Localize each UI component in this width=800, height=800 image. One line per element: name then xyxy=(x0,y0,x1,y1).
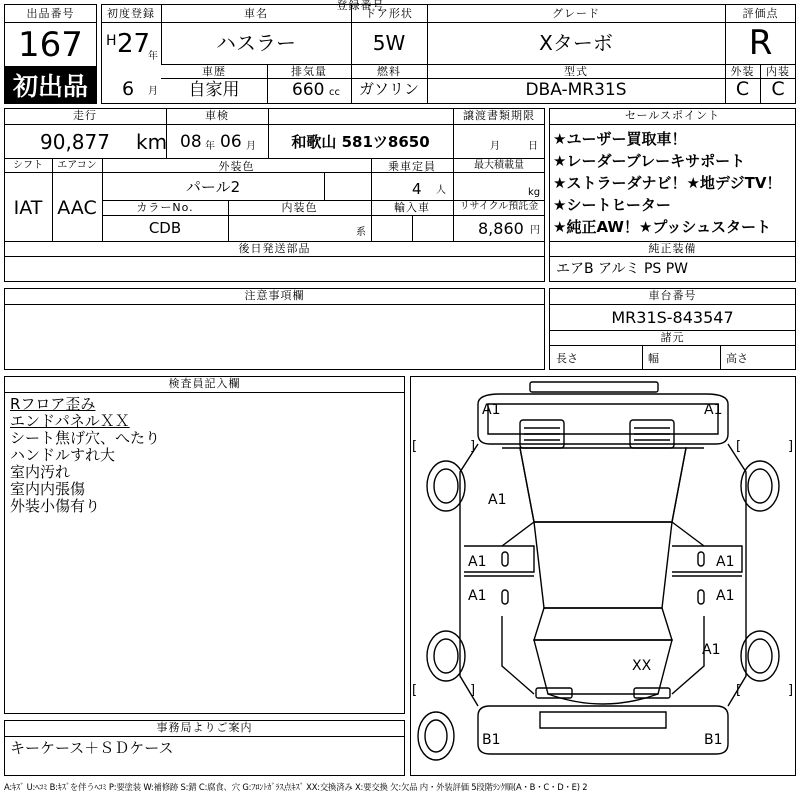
damage-mark: B1 xyxy=(704,732,723,748)
recycle-fee-unit: 円 xyxy=(530,225,540,236)
damage-mark: B1 xyxy=(482,732,501,748)
capacity: 4 xyxy=(412,180,422,198)
grade-label: グレード xyxy=(552,7,600,20)
load-unit: kg xyxy=(528,187,541,198)
sales-point: ★純正AW！★プッシュスタート xyxy=(553,218,772,236)
inspector-line: ハンドルすれ大 xyxy=(10,446,116,464)
fuel-label: 燃料 xyxy=(377,65,401,78)
inspection-month: 06 xyxy=(220,132,242,152)
first-reg-month: 6 xyxy=(122,78,135,100)
length-label: 長さ xyxy=(556,352,578,365)
later-parts-label: 後日発送部品 xyxy=(238,242,311,255)
first-reg-label: 初度登録 xyxy=(107,7,155,20)
inspector-line: シート焦げ穴、へたり xyxy=(10,429,161,447)
air-conditioner: AAC xyxy=(57,197,97,219)
capacity-unit: 人 xyxy=(436,185,446,196)
score-label: 評価点 xyxy=(742,7,779,20)
notes-label: 注意事項欄 xyxy=(244,289,305,302)
bracket-close: ] xyxy=(788,683,794,698)
first-listing-badge: 初出品 xyxy=(4,66,97,104)
door-label: ドア形状 xyxy=(365,7,413,20)
inspector-line: Rフロア歪み xyxy=(10,395,96,413)
damage-mark: A1 xyxy=(716,588,735,604)
office-note: キーケース＋ＳＤケース xyxy=(10,739,174,757)
inspection-month-unit: 月 xyxy=(246,141,256,152)
damage-mark: XX xyxy=(632,658,652,674)
shift: IAT xyxy=(13,197,43,219)
displacement-unit: cc xyxy=(329,87,340,98)
load-label: 最大積載量 xyxy=(474,160,524,171)
inspector-line: エンドパネルＸＸ xyxy=(10,412,130,430)
car-body-diagram xyxy=(410,376,796,776)
mileage-unit: km xyxy=(136,130,168,154)
transfer-doc-label: 譲渡書類期限 xyxy=(463,109,535,122)
plate-label: 登録番号 xyxy=(336,0,385,12)
first-reg-year-unit: 年 xyxy=(148,51,158,62)
int-score: C xyxy=(771,78,785,100)
history-label: 車歴 xyxy=(202,65,226,78)
inspector-notes xyxy=(10,396,160,515)
mileage-label: 走行 xyxy=(73,109,97,122)
sales-points-label: セールスポイント xyxy=(624,109,720,122)
bracket-close: ] xyxy=(788,439,794,454)
damage-mark: A1 xyxy=(704,402,723,418)
damage-mark: A1 xyxy=(488,492,507,508)
sales-point: ★レーダーブレーキサポート xyxy=(553,152,746,170)
damage-mark: A1 xyxy=(716,554,735,570)
color-number: CDB xyxy=(148,219,182,237)
inspection-year-unit: 年 xyxy=(205,141,215,152)
transfer-day: 日 xyxy=(528,141,538,152)
inspector-line: 室内内張傷 xyxy=(10,480,86,498)
chassis-number: MR31S-843547 xyxy=(611,308,734,327)
equipment-label: 純正装備 xyxy=(648,242,697,255)
inspection-label: 車検 xyxy=(205,109,229,122)
bracket-open: [ xyxy=(736,439,742,454)
score: R xyxy=(748,23,773,63)
plate-number: 和歌山 581ツ8650 xyxy=(291,133,430,151)
damage-mark: A1 xyxy=(702,642,721,658)
sales-point: ★ストラーダナビ！★地デジTV！ xyxy=(553,174,782,192)
damage-mark: A1 xyxy=(482,402,501,418)
int-score-label: 内装 xyxy=(766,65,790,78)
inspector-line: 室内汚れ xyxy=(10,463,71,481)
damage-mark: A1 xyxy=(468,554,487,570)
car-name-label: 車名 xyxy=(244,7,268,20)
exterior-color: パール2 xyxy=(185,178,241,196)
width-label: 幅 xyxy=(648,352,659,365)
sales-points-list xyxy=(553,128,781,238)
bracket-close: ] xyxy=(470,683,476,698)
car-name: ハスラー xyxy=(216,31,296,55)
interior-color-unit: 系 xyxy=(356,227,366,238)
era: H xyxy=(106,33,117,49)
lot-number: 167 xyxy=(18,25,83,65)
shift-label: シフト xyxy=(13,160,43,171)
office-label: 事務局よりご案内 xyxy=(156,721,253,734)
sales-point: ★シートヒーター xyxy=(553,196,671,214)
ext-score: C xyxy=(735,78,750,100)
inspector-label: 検査員記入欄 xyxy=(168,377,241,390)
ext-score-label: 外装 xyxy=(730,65,755,78)
capacity-label: 乗車定員 xyxy=(388,160,436,173)
bracket-close: ] xyxy=(470,439,476,454)
displacement-label: 排気量 xyxy=(291,65,327,78)
import-label: 輸入車 xyxy=(394,201,430,214)
door-type: 5W xyxy=(372,31,406,55)
equipment: エアB アルミ PS PW xyxy=(556,261,689,277)
grade: Xターボ xyxy=(539,31,613,55)
inspection-year: 08 xyxy=(180,132,202,152)
interior-color-label: 内装色 xyxy=(281,201,318,214)
legend: A:ｷｽﾞ U:ﾍｺﾐ B:ｷｽﾞを伴うﾍｺﾐ P:要塗装 W:補修跡 S:錆 C:腐食、穴 G:ﾌﾛﾝﾄｶﾞﾗｽ点ｷｽﾞ XX:交換済み X:要交換 欠:欠品 内・外装評価 5段階ﾗﾝｸ順(A・B・C・D・E) 2 xyxy=(4,782,588,792)
recycle-fee: 8,860 xyxy=(478,219,524,238)
transfer-month: 月 xyxy=(490,141,500,152)
ac-label: エアコン xyxy=(57,160,97,171)
color-no-label: カラーNo. xyxy=(136,201,194,214)
sales-point: ★ユーザー買取車！ xyxy=(553,130,687,148)
chassis-label: 車台番号 xyxy=(648,289,697,302)
first-reg-month-unit: 月 xyxy=(148,86,158,97)
damage-mark: A1 xyxy=(468,588,487,604)
recycle-label: リサイクル預託金 xyxy=(459,201,539,212)
history: 自家用 xyxy=(188,80,240,100)
first-reg-year: 27 xyxy=(117,29,151,59)
mileage: 90,877 xyxy=(40,130,110,154)
bracket-open: [ xyxy=(412,683,418,698)
displacement: 660 xyxy=(292,80,325,100)
model-code: DBA-MR31S xyxy=(525,80,627,100)
bracket-open: [ xyxy=(736,683,742,698)
bracket-open: [ xyxy=(412,439,418,454)
height-label: 高さ xyxy=(726,352,748,365)
fuel: ガソリン xyxy=(358,80,419,98)
lot-number-label: 出品番号 xyxy=(26,7,75,20)
dimensions-label: 諸元 xyxy=(660,331,685,344)
model-label: 型式 xyxy=(564,65,588,78)
inspector-line: 外装小傷有り xyxy=(10,497,101,515)
color-label: 外装色 xyxy=(218,160,255,173)
